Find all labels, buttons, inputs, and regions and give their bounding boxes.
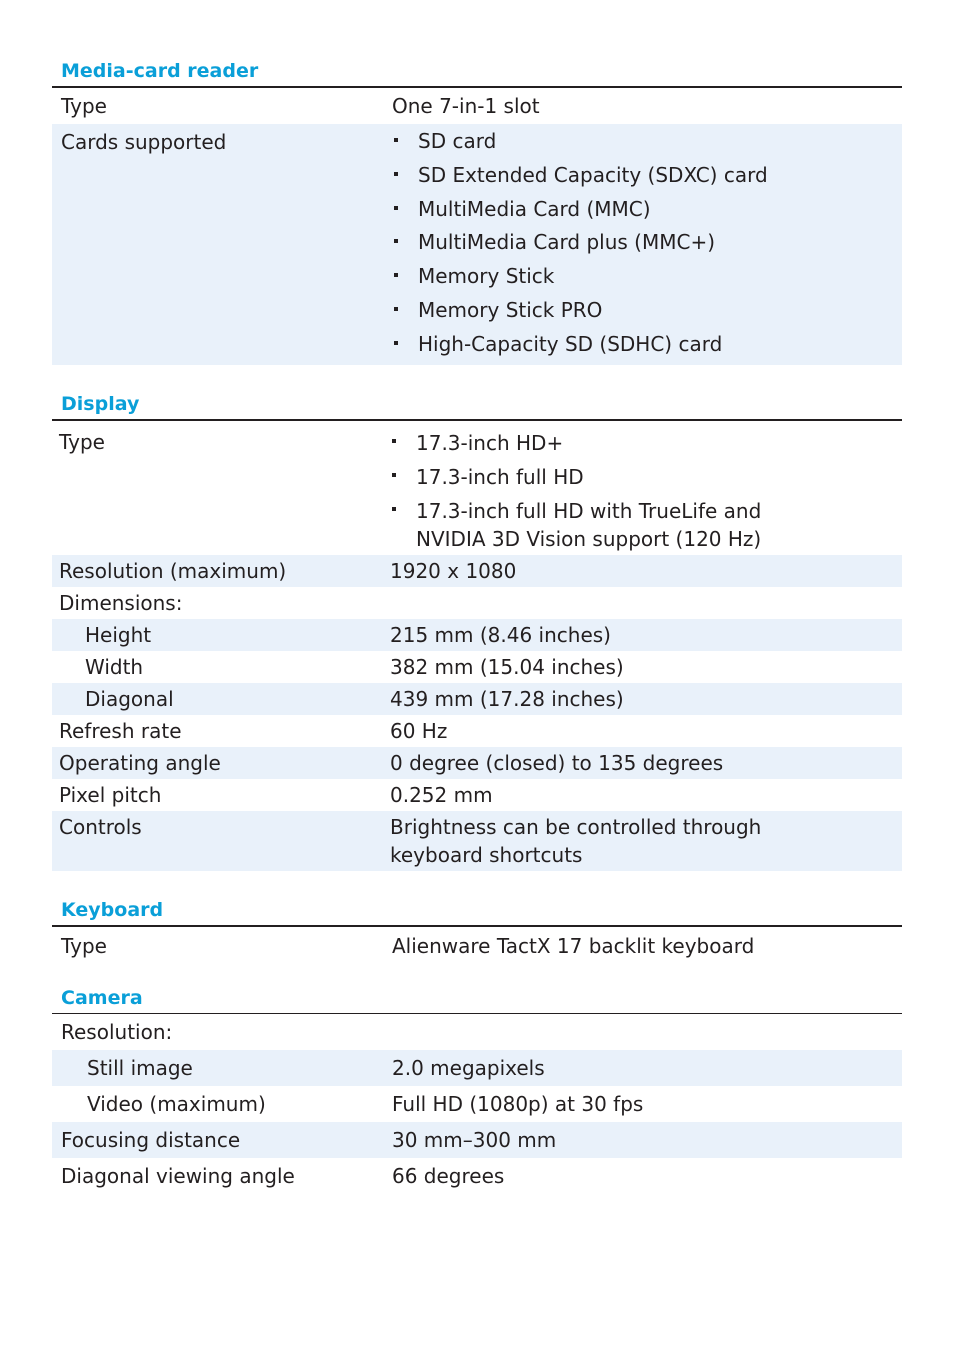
row-label: Dimensions: [59,590,183,615]
row-label: Width [85,654,144,679]
row-label: Video (maximum) [87,1091,266,1116]
row-label: Type [59,429,105,454]
row-value: Full HD (1080p) at 30 fps [392,1091,644,1116]
row-label: Type [61,933,107,958]
row-value: Alienware TactX 17 backlit keyboard [392,933,755,958]
table-row [52,651,902,683]
row-label: Resolution: [61,1019,173,1044]
list-item: High-Capacity SD (SDHC) card [392,328,902,362]
section-title-keyboard: Keyboard [52,895,902,927]
table-row [52,587,902,619]
row-value [392,1014,902,1050]
table-row [52,1014,902,1050]
list-item: MultiMedia Card (MMC) [392,193,902,227]
table-row [52,779,902,811]
table-row [52,555,902,587]
row-value: 66 degrees [392,1163,505,1188]
list-item: Memory Stick PRO [392,294,902,328]
section-title-media-card-reader: Media-card reader [52,56,902,88]
row-value: 60 Hz [390,718,448,743]
row-value: 382 mm (15.04 inches) [390,654,624,679]
row-label: Pixel pitch [59,782,162,807]
row-label: Still image [52,1050,392,1086]
list-item: SD card [392,125,902,159]
section-gap [52,965,902,983]
row-value: 439 mm (17.28 inches) [390,683,902,715]
row-value: 30 mm–300 mm [392,1122,902,1158]
row-label: Operating angle [52,747,390,779]
row-value: 215 mm (8.46 inches) [390,619,902,651]
table-row [52,811,902,871]
row-label: Diagonal [52,683,390,715]
keyboard-table [52,927,902,965]
row-value: 0.252 mm [390,782,493,807]
table-row [52,1158,902,1194]
row-value: Brightness can be controlled through keyboard shortcuts [390,814,762,867]
row-label: Diagonal viewing angle [61,1163,295,1188]
row-label: Focusing distance [52,1122,392,1158]
cards-supported-list [392,125,902,362]
list-item: SD Extended Capacity (SDXC) card [392,159,902,193]
table-row [52,1122,902,1158]
list-item: MultiMedia Card plus (MMC+) [392,226,902,260]
table-row [52,1086,902,1122]
section-title-display: Display [52,389,902,421]
row-value: One 7-in-1 slot [392,94,540,118]
table-row [52,619,902,651]
row-label: Type [61,94,107,118]
row-label: Controls [52,811,390,871]
table-row [52,88,902,124]
table-row [52,683,902,715]
table-row [52,421,902,555]
section-gap [52,871,902,895]
list-item: 17.3-inch full HD [390,460,902,494]
row-label: Resolution (maximum) [52,555,390,587]
row-value [390,587,902,619]
table-row [52,715,902,747]
row-value: 0 degree (closed) to 135 degrees [390,747,902,779]
list-item: Memory Stick [392,260,902,294]
row-label: Height [52,619,390,651]
display-table [52,421,902,871]
camera-table [52,1014,902,1194]
row-label: Refresh rate [59,718,182,743]
row-value: 1920 x 1080 [390,555,902,587]
media-card-reader-table [52,88,902,365]
list-item: 17.3-inch full HD with TrueLife and NVIDIA 3D Vision support (120 Hz) [390,494,776,553]
table-row [52,124,902,365]
list-item: 17.3-inch HD+ [390,426,902,460]
section-gap [52,365,902,389]
row-value: 2.0 megapixels [392,1050,902,1086]
display-type-list [390,426,902,553]
table-row [52,927,902,965]
table-row [52,1050,902,1086]
row-label: Cards supported [52,124,392,365]
section-title-camera: Camera [52,983,902,1014]
table-row [52,747,902,779]
spec-page [52,56,902,1194]
